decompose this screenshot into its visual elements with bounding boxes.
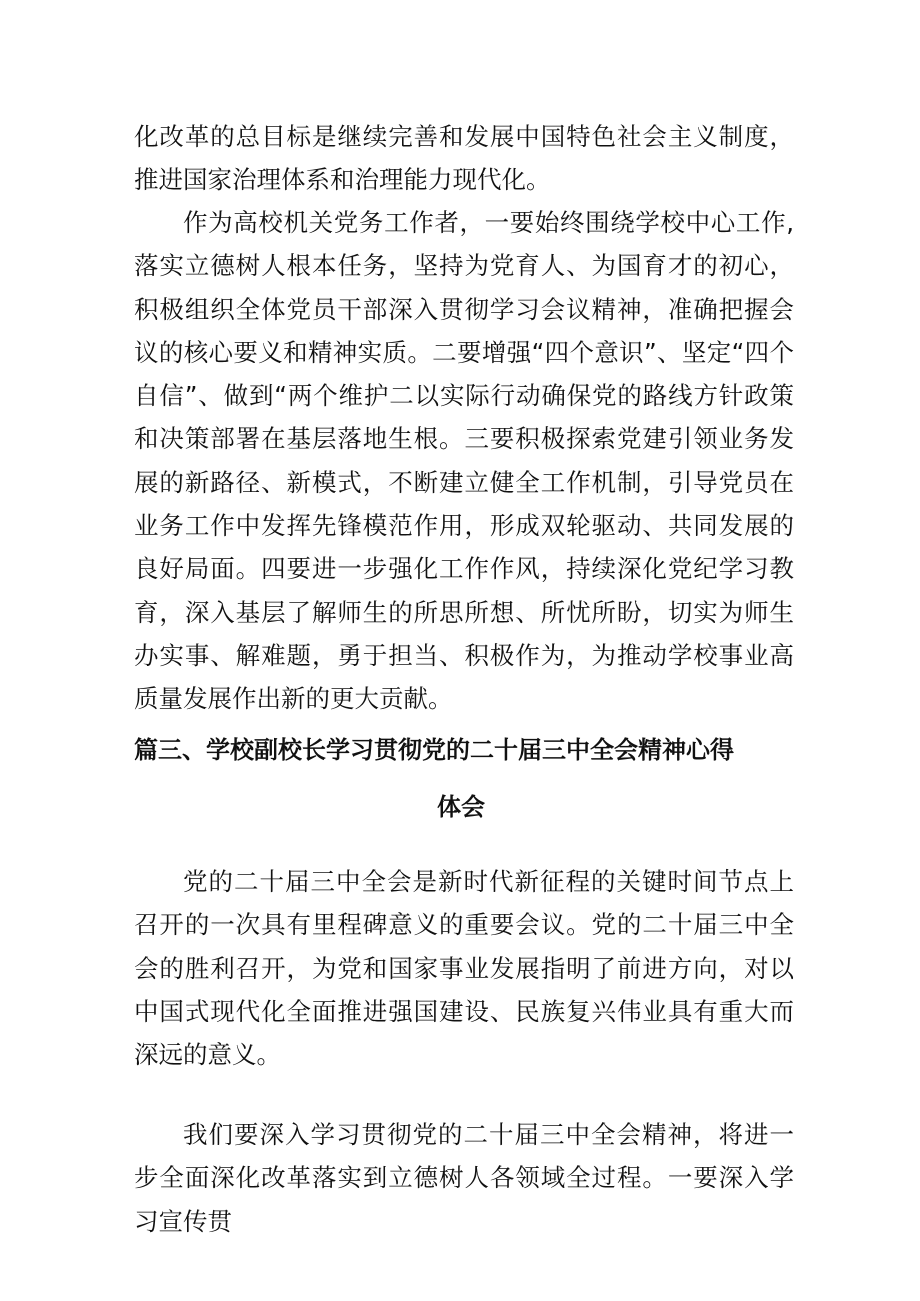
- section-heading-line-1: 篇三、学校副校长学习贯彻党的二十届三中全会精神心得: [134, 736, 734, 764]
- section-heading-line-2: 体会: [437, 793, 485, 821]
- paragraph-study-plan: 我们要深入学习贯彻党的二十届三中全会精神，将进一步全面深化改革落实到立德树人各领域全过程。一要深入学习宣传贯: [134, 1120, 794, 1236]
- paragraph-party-work: 作为高校机关党务工作者，一要始终围绕学校中心工作,落实立德树人根本任务，坚持为党育人、为国育才的初心，积极组织全体党员干部深入贯彻学习会议精神，准确把握会议的核心要义和精神实质。二要增强“四个意识”、坚定“四个自信”、做到“两个维护二以实际行动确保党的路线方针政策和决策部署在基层落地生根。三要积极探索党建引领业务发展的新路径、新模式，不断建立健全工作机制，引导党员在业务工作中发挥先锋模范作用，形成双轮驱动、共同发展的良好局面。四要进一步强化工作作风，持续深化党纪学习教育，深入基层了解师生的所思所想、所忧所盼，切实为师生办实事、解难题，勇于担当、积极作为，为推动学校事业高质量发展作出新的更大贡献。: [134, 208, 794, 714]
- paragraph-continuation: 化改革的总目标是继续完善和发展中国特色社会主义制度，推进国家治理体系和治理能力现代化。: [134, 122, 794, 195]
- paragraph-plenum-intro: 党的二十届三中全会是新时代新征程的关键时间节点上召开的一次具有里程碑意义的重要会议。党的二十届三中全会的胜利召开，为党和国家事业发展指明了前进方向，对以中国式现代化全面推进强国建设、民族复兴伟业具有重大而深远的意义。: [134, 867, 794, 1070]
